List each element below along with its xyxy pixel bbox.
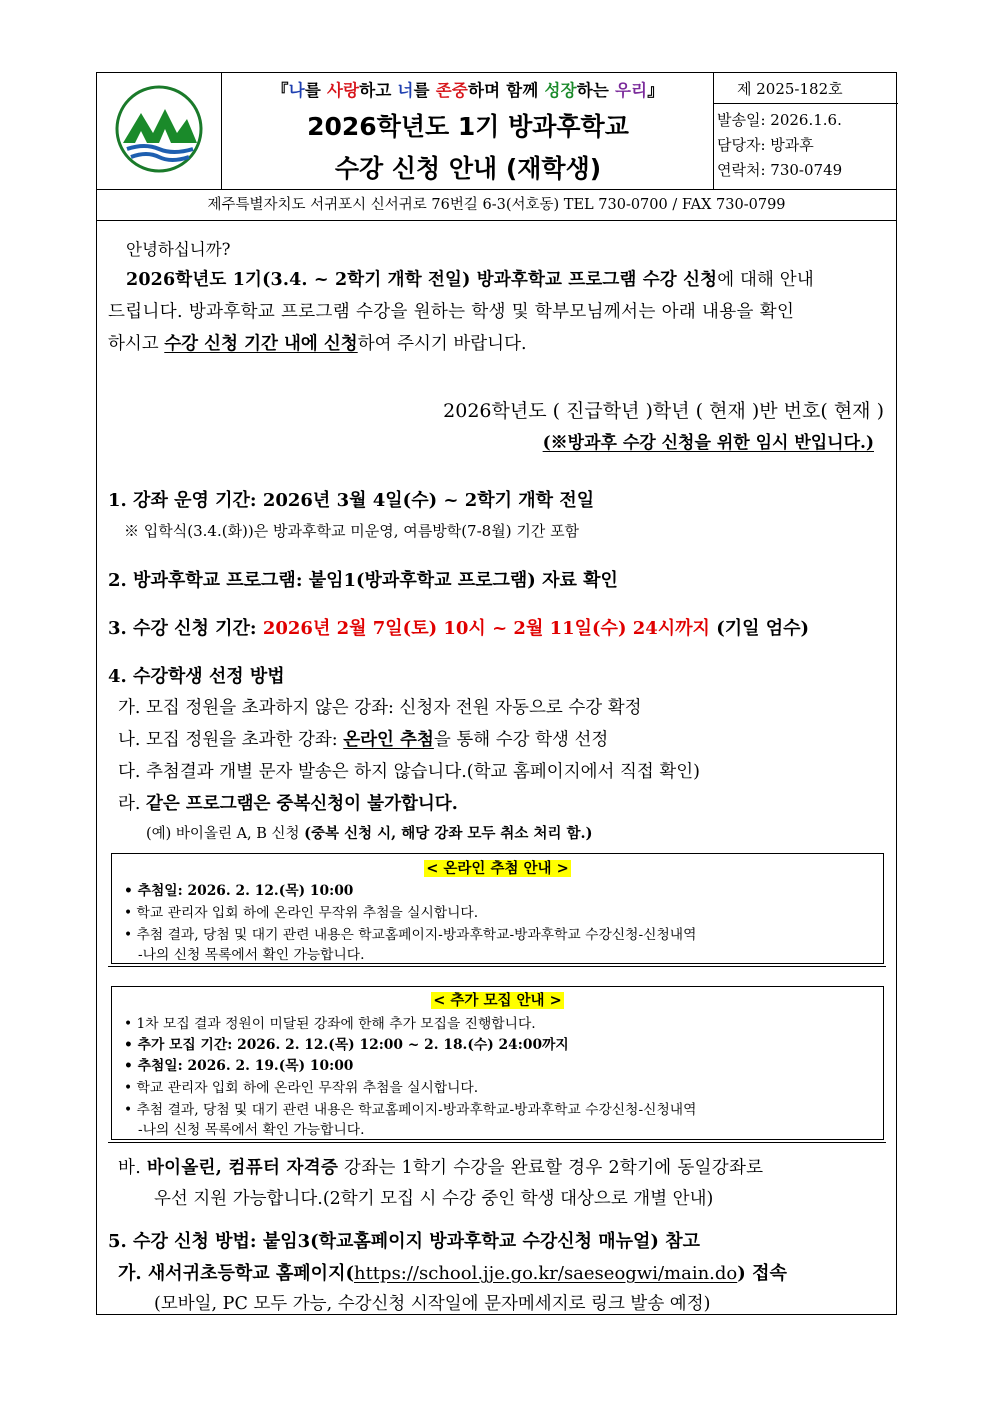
extra-item-2: • 추가 모집 기간: 2026. 2. 12.(목) 12:00 ~ 2. 18.(수) 24:00까지 (124, 1037, 569, 1053)
school-address: 제주특별자치도 서귀포시 신서귀로 76번길 6-3(서호동) TEL 730-0700 / FAX 730-0799 (97, 190, 896, 221)
document-title-line2: 수강 신청 안내 (재학생) (334, 154, 602, 183)
send-date: 발송일: 2026.1.6. (717, 111, 842, 129)
lottery-item-2: • 학교 관리자 입회 하에 온라인 무작위 추첨을 실시합니다. (124, 905, 479, 921)
section-3: 3. 수강 신청 기간: 2026년 2월 7일(토) 10시 ~ 2월 11일(수) 24시까지 (기일 엄수) (108, 618, 810, 639)
section-2: 2. 방과후학교 프로그램: 붙임1(방과후학교 프로그램) 자료 확인 (108, 570, 618, 591)
section-4-na: 나. 모집 정원을 초과한 강좌: 온라인 추첨을 통해 수강 학생 선정 (118, 730, 609, 750)
section-4-ba-line2: 우선 지원 가능합니다.(2학기 모집 시 수강 중인 학생 대상으로 개별 안내) (154, 1189, 714, 1209)
extra-item-5-cont: -나의 신청 목록에서 확인 가능합니다. (138, 1122, 365, 1138)
section-5-ga: 가. 새서귀초등학교 홈페이지(https://school.jje.go.kr/saeseogwi/main.do) 접속 (118, 1263, 787, 1284)
extra-item-3: • 추첨일: 2026. 2. 19.(목) 10:00 (124, 1058, 354, 1074)
section-4-da: 다. 추첨결과 개별 문자 발송은 하지 않습니다.(학교 홈페이지에서 직접 확인) (118, 762, 700, 782)
intro-line2: 드립니다. 방과후학교 프로그램 수강을 원하는 학생 및 학부모님께서는 아래 내용을 확인 (108, 302, 795, 322)
lottery-item-3-cont: -나의 신청 목록에서 확인 가능합니다. (138, 947, 365, 963)
section-4-ra: 라. 같은 프로그램은 중복신청이 불가합니다. (118, 794, 458, 814)
extra-box-title: < 추가 모집 안내 > (433, 992, 562, 1009)
lottery-box-title: < 온라인 추첨 안내 > (426, 860, 569, 877)
extra-item-5: • 추첨 결과, 당첨 및 대기 관련 내용은 학교홈페이지-방과후학교-방과후학교 수강신청-신청내역 (124, 1102, 697, 1118)
school-motto: 『나를 사랑하고 너를 존중하며 함께 성장하는 우리』 (272, 81, 664, 100)
extra-box-title-wrap (111, 989, 884, 1010)
intro-line3: 하시고 수강 신청 기간 내에 신청하여 주시기 바랍니다. (108, 334, 527, 354)
section-4-ga: 가. 모집 정원을 초과하지 않은 강좌: 신청자 전원 자동으로 수강 확정 (118, 698, 642, 718)
intro-line1: 2026학년도 1기(3.4. ~ 2학기 개학 전일) 방과후학교 프로그램 수강 신청에 대해 안내 (126, 270, 814, 290)
manager: 담당자: 방과후 (717, 136, 814, 154)
section-5-ga-note: (모바일, PC 모두 가능, 수강신청 시작일에 문자메세지로 링크 발송 예정) (154, 1294, 711, 1314)
document-title-line1: 2026학년도 1기 방과후학교 (307, 112, 629, 141)
lottery-box-title-wrap (111, 857, 884, 878)
class-info-line: 2026학년도 ( 진급학년 )학년 ( 현재 )반 번호( 현재 ) (443, 400, 884, 422)
section-1-note: ※ 입학식(3.4.(화))은 방과후학교 미운영, 여름방학(7-8월) 기간 포함 (124, 522, 580, 540)
section-4: 4. 수강학생 선정 방법 (108, 666, 285, 687)
section-5: 5. 수강 신청 방법: 붙임3(학교홈페이지 방과후학교 수강신청 매뉴얼) 참고 (108, 1231, 700, 1252)
document-header (97, 73, 896, 190)
contact-phone: 연락처: 730-0749 (717, 161, 843, 179)
document-number: 제 2025-182호 (737, 80, 843, 98)
lottery-item-3: • 추첨 결과, 당첨 및 대기 관련 내용은 학교홈페이지-방과후학교-방과후학교 수강신청-신청내역 (124, 927, 697, 943)
school-logo-icon (115, 85, 203, 173)
extra-item-4: • 학교 관리자 입회 하에 온라인 무작위 추첨을 실시합니다. (124, 1080, 479, 1096)
extra-item-1: • 1차 모집 결과 정원이 미달된 강좌에 한해 추가 모집을 진행합니다. (124, 1016, 536, 1032)
greeting: 안녕하십니까? (126, 240, 231, 259)
class-info-note: (※방과후 수강 신청을 위한 임시 반입니다.) (542, 433, 874, 453)
section-4-ba: 바. 바이올린, 컴퓨터 자격증 강좌는 1학기 수강을 완료할 경우 2학기에 동일강좌로 (118, 1158, 764, 1178)
section-1: 1. 강좌 운영 기간: 2026년 3월 4일(수) ~ 2학기 개학 전일 (108, 490, 595, 511)
lottery-item-1: • 추첨일: 2026. 2. 12.(목) 10:00 (124, 883, 354, 899)
section-4-example: (예) 바이올린 A, B 신청 (중복 신청 시, 해당 강좌 모두 취소 처리 함.) (146, 825, 593, 842)
homepage-link[interactable]: https://school.jje.go.kr/saeseogwi/main.do (353, 1263, 738, 1284)
